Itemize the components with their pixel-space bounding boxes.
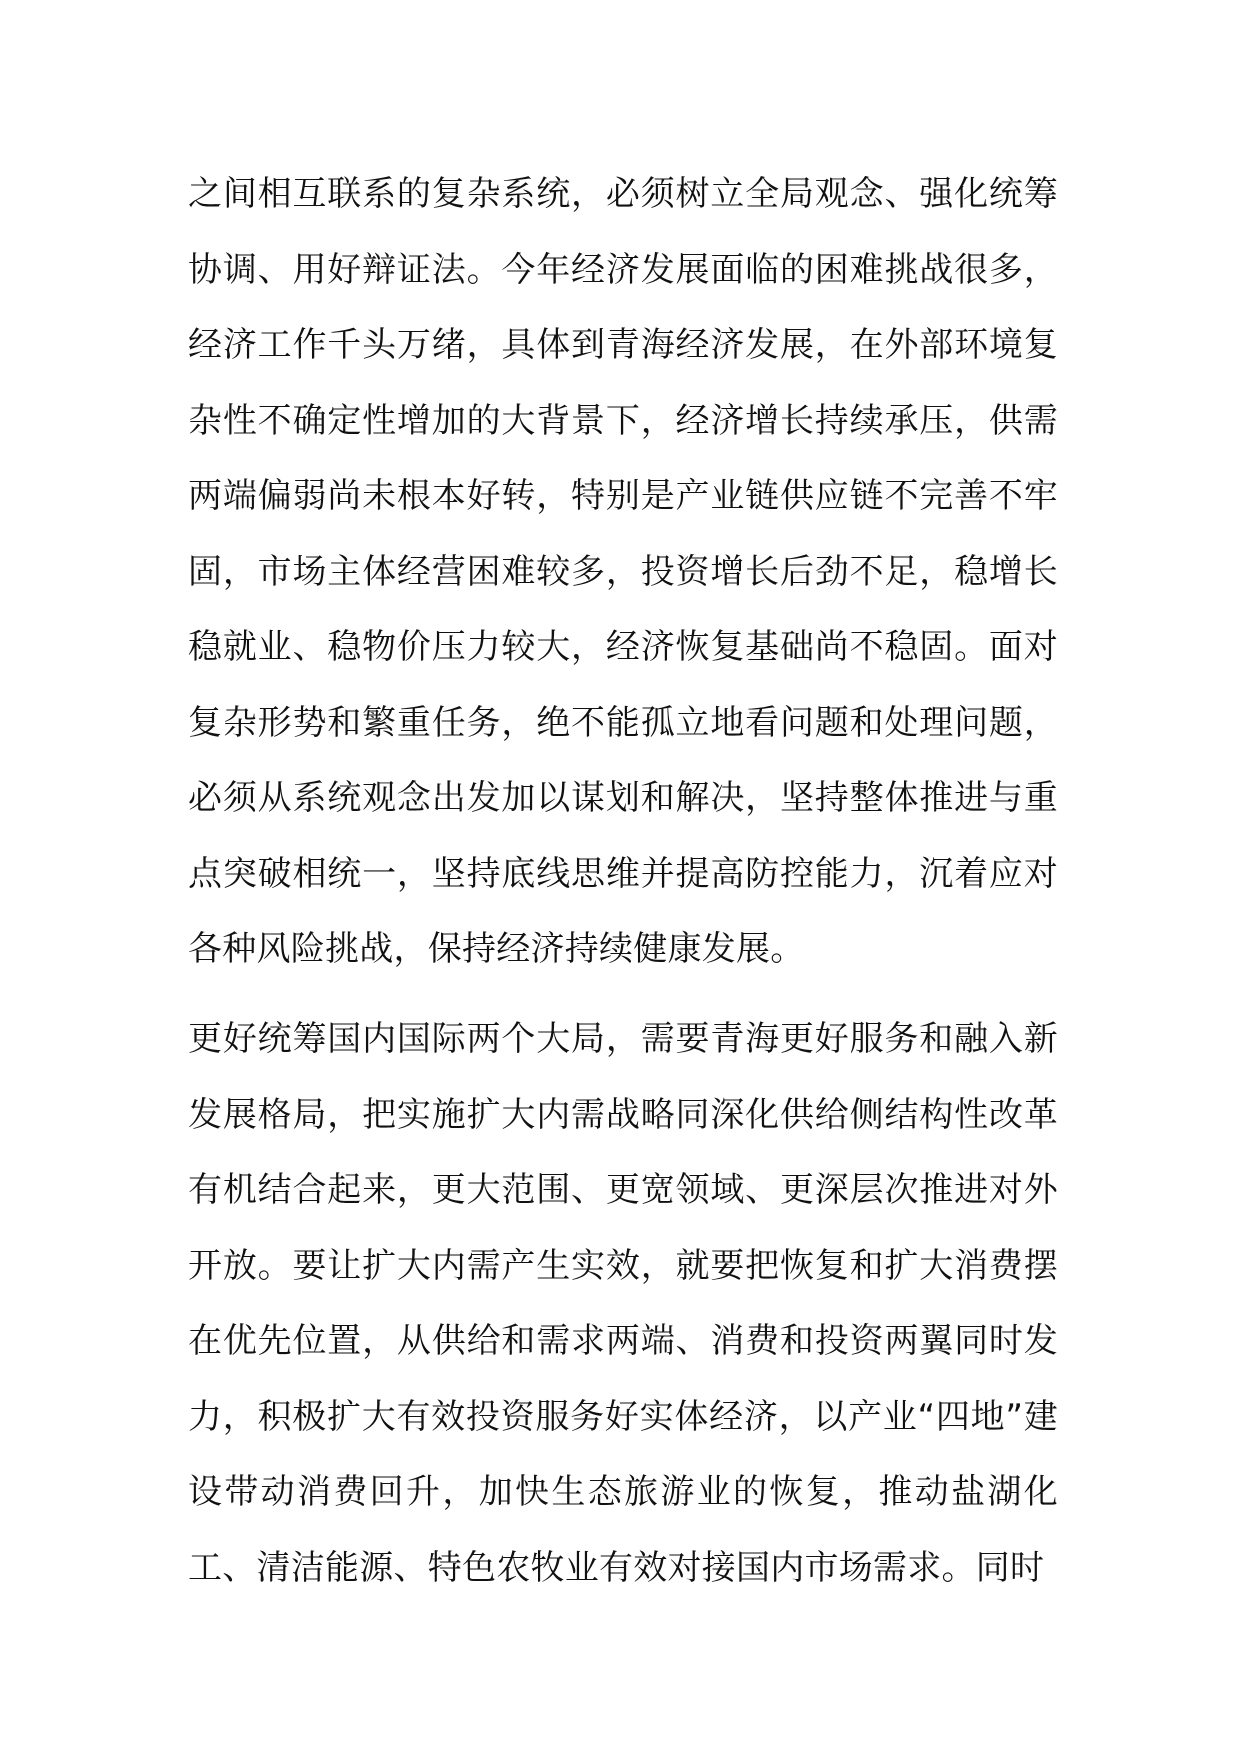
paragraph-text: 更好统筹国内国际两个大局，需要青海更好服务和融入新发展格局，把实施扩大内需战略同深化供给侧结构性改革有机结合起来，更大范围、更宽领域、更深层次推进对外开放。要让扩大内需产生实效，就要把恢复和扩大消费摆在优先位置，从供给和需求两端、消费和投资两翼同时发力，积极扩大有效投资服务好实体经济，以产业“四地”建设带动消费回升，加快生态旅游业的恢复，推动盐湖化工、清洁能源、特色农牧业有效对接国内市场需求。同时: [188, 1019, 1058, 1588]
body-paragraph-2: [188, 1002, 1058, 1606]
body-paragraph-1: [188, 157, 1058, 988]
paragraph-text: 之间相互联系的复杂系统，必须树立全局观念、强化统筹协调、用好辩证法。今年经济发展面临的困难挑战很多，经济工作千头万绪，具体到青海经济发展，在外部环境复杂性不确定性增加的大背景下，经济增长持续承压，供需两端偏弱尚未根本好转，特别是产业链供应链不完善不牢固，市场主体经营困难较多，投资增长后劲不足，稳增长稳就业、稳物价压力较大，经济恢复基础尚不稳固。面对复杂形势和繁重任务，绝不能孤立地看问题和处理问题，必须从系统观念出发加以谋划和解决，坚持整体推进与重点突破相统一，坚持底线思维并提高防控能力，沉着应对各种风险挑战，保持经济持续健康发展。: [188, 174, 1058, 969]
